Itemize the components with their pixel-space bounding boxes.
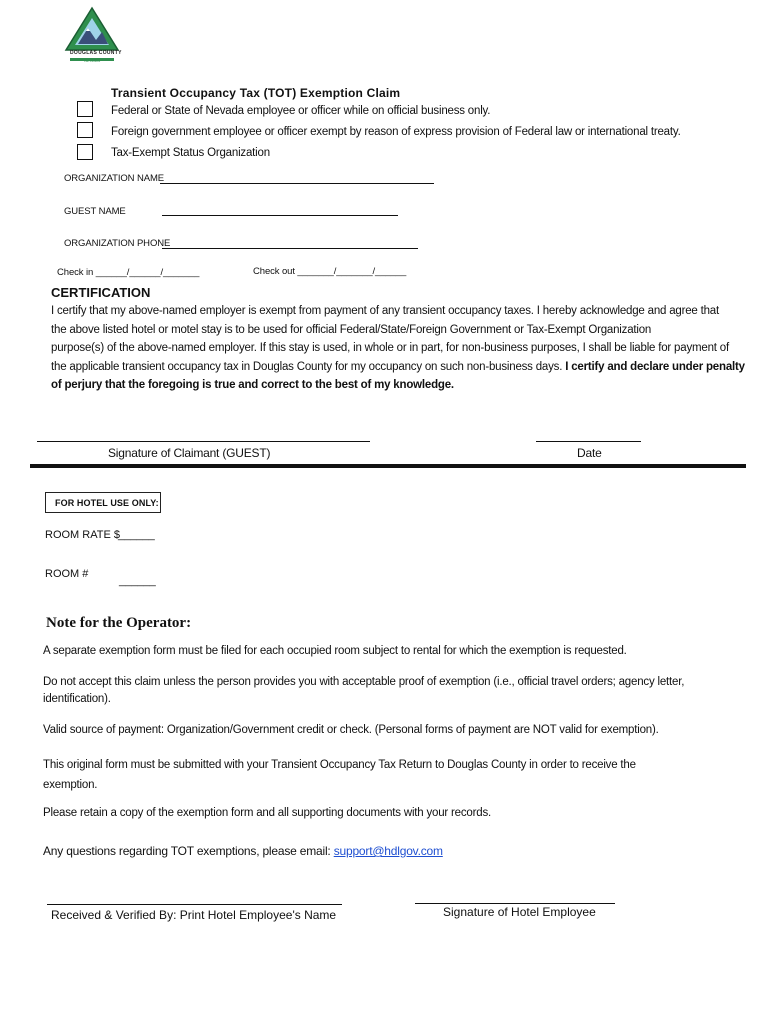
room-rate-label: ROOM RATE $ — [45, 529, 120, 541]
certification-line-4 — [51, 358, 745, 377]
guest-name-field[interactable] — [162, 215, 398, 216]
certification-declaration: of perjury that the foregoing is true and correct to the best of my knowledge. — [51, 379, 454, 391]
logo-tagline: NEVADA — [84, 58, 101, 63]
certification-line-1: I certify that my above-named employer is exempt from payment of any transient occupancy taxes. I hereby acknowledge and agree that — [51, 305, 719, 317]
checkbox-foreign-government[interactable] — [77, 122, 93, 138]
section-divider — [30, 464, 746, 468]
certification-declaration-start: I certify and declare under penalty — [565, 361, 745, 373]
operator-note-3: Valid source of payment: Organization/Government credit or check. (Personal forms of payment are NOT valid for exemption). — [43, 724, 659, 736]
employee-signature-line[interactable] — [415, 903, 615, 904]
option-foreign-government-label: Foreign government employee or officer exempt by reason of express provision of Federal law or international treaty. — [111, 126, 681, 138]
employee-name-label: Received & Verified By: Print Hotel Employee's Name — [51, 908, 337, 922]
check-out-field[interactable]: Check out _______/_______/______ — [253, 266, 407, 277]
room-number-label: ROOM # — [45, 568, 89, 580]
operator-note-4a: This original form must be submitted with your Transient Occupancy Tax Return to Douglas County in order to receive the — [43, 759, 636, 771]
checkbox-federal-state[interactable] — [77, 101, 93, 117]
option-tax-exempt-org-label: Tax-Exempt Status Organization — [111, 147, 270, 159]
operator-note-4b: exemption. — [43, 779, 98, 791]
hotel-use-box — [45, 492, 161, 513]
room-rate-field[interactable]: ______ — [118, 529, 155, 541]
operator-heading: Note for the Operator: — [46, 615, 192, 631]
hotel-use-label: FOR HOTEL USE ONLY: — [55, 498, 159, 508]
org-name-label: ORGANIZATION NAME — [64, 173, 164, 184]
date-line[interactable] — [536, 441, 641, 442]
certification-heading: CERTIFICATION — [51, 285, 151, 300]
operator-note-2a: Do not accept this claim unless the person provides you with acceptable proof of exemption (i.e., official travel orders; agency letter, — [43, 676, 685, 688]
form-title: Transient Occupancy Tax (TOT) Exemption Claim — [111, 86, 401, 100]
room-number-field[interactable]: ______ — [119, 575, 156, 587]
guest-name-label: GUEST NAME — [64, 206, 126, 217]
employee-name-line[interactable] — [47, 904, 342, 905]
support-email-link[interactable]: support@hdlgov.com — [333, 844, 443, 858]
operator-note-2b: identification). — [43, 693, 111, 705]
org-phone-field[interactable] — [162, 248, 418, 249]
operator-note-5: Please retain a copy of the exemption form and all supporting documents with your records. — [43, 807, 491, 819]
certification-line-2: the above listed hotel or motel stay is to be used for official Federal/State/Foreign Government or Tax-Exempt Organization — [51, 324, 652, 336]
certification-line-3: purpose(s) of the above-named employer. If this stay is used, in whole or in part, for non-business purposes, I shall be liable for payment of — [51, 342, 729, 354]
check-in-field[interactable]: Check in ______/______/_______ — [57, 267, 200, 278]
date-label: Date — [577, 446, 602, 460]
org-name-field[interactable] — [160, 183, 434, 184]
certification-line-4-text: the applicable transient occupancy tax in Douglas County for my occupancy on such non-business days. — [51, 361, 566, 373]
org-phone-label: ORGANIZATION PHONE — [64, 238, 171, 249]
claimant-signature-label: Signature of Claimant (GUEST) — [108, 446, 271, 460]
logo-text: DOUGLAS COUNTY — [70, 50, 122, 56]
checkbox-tax-exempt-org[interactable] — [77, 144, 93, 160]
questions-line — [43, 842, 443, 860]
operator-note-1: A separate exemption form must be filed for each occupied room subject to rental for which the exemption is requested. — [43, 645, 627, 657]
county-logo — [62, 6, 122, 64]
questions-text: Any questions regarding TOT exemptions, please email: — [43, 844, 334, 858]
claimant-signature-line[interactable] — [37, 441, 370, 442]
employee-signature-label: Signature of Hotel Employee — [443, 905, 596, 919]
option-federal-state-label: Federal or State of Nevada employee or officer while on official business only. — [111, 105, 491, 117]
